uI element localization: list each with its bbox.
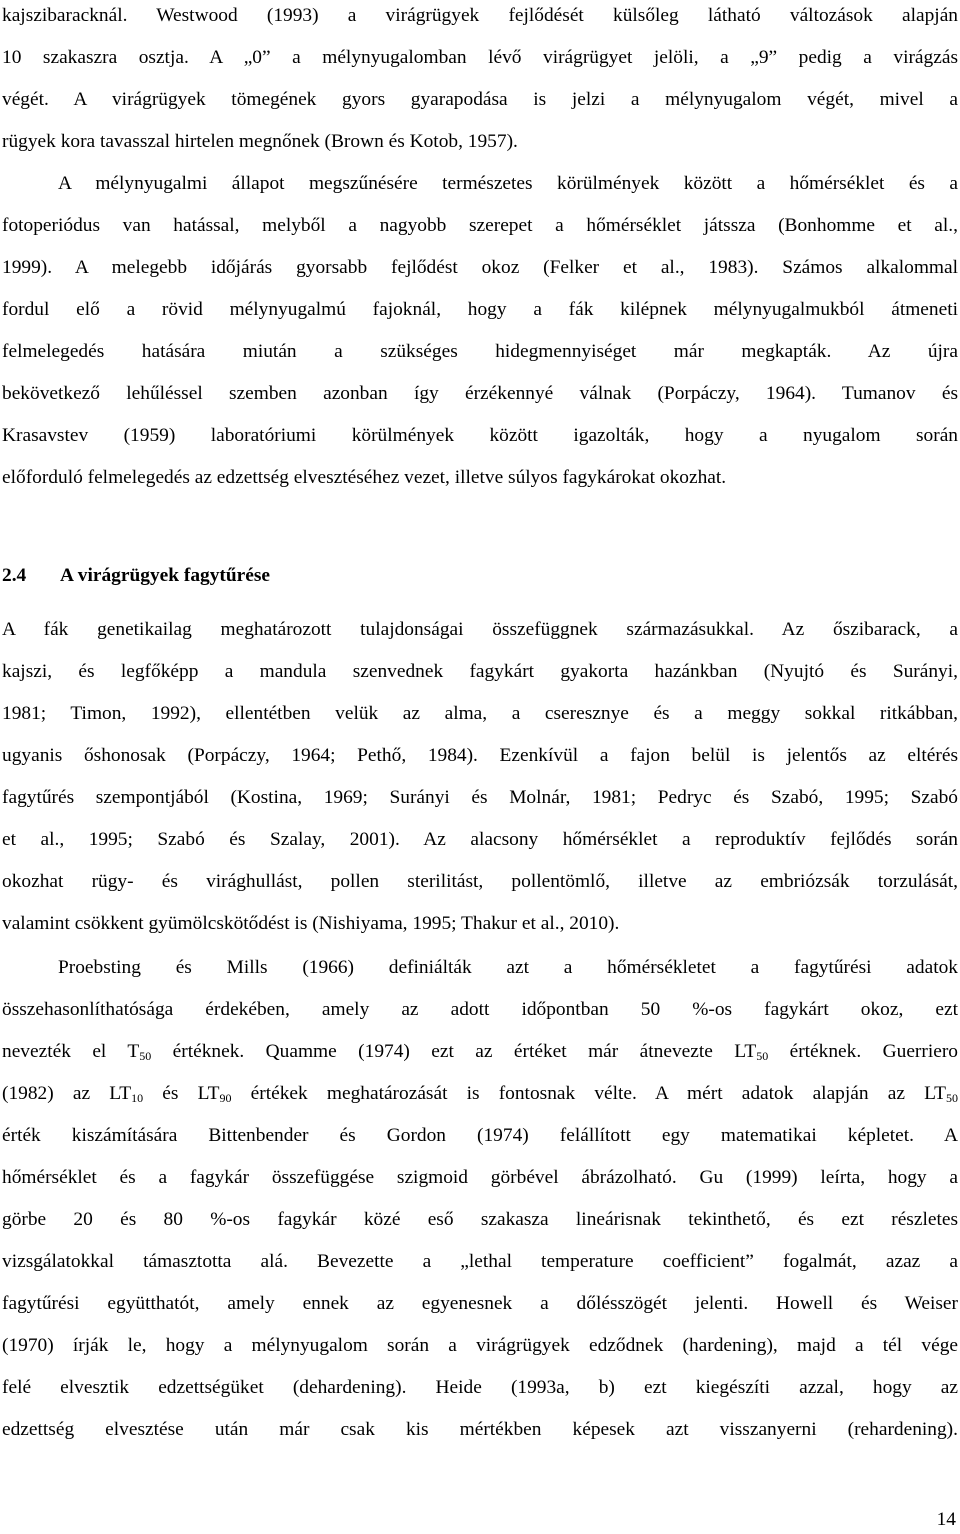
text-line: hőmérséklet és a fagykár összefüggése szigmoid görbével ábrázolható. Gu (1999) leírta, hogy a: [2, 1167, 958, 1188]
subscript: 50: [946, 1091, 958, 1105]
text-line: Krasavstev (1959) laboratóriumi körülmények között igazolták, hogy a nyugalom során: [2, 425, 958, 446]
subscript: 50: [139, 1049, 152, 1063]
text-line: 1981; Timon, 1992), ellentétben velük az alma, a cseresznye és a meggy sokkal ritkábban,: [2, 703, 958, 724]
text-line: kajszibaracknál. Westwood (1993) a virágrügyek fejlődését külsőleg látható változások alapján: [2, 5, 958, 26]
text-line: görbe 20 és 80 %-os fagykár közé eső szakasza lineárisnak tekinthető, és ezt részletes: [2, 1209, 958, 1230]
text-run: értékek meghatározását is fontosnak vélte. A mért adatok alapján az LT: [231, 1083, 946, 1104]
page-number: 14: [936, 1509, 956, 1530]
text-line-with-subscripts: [2, 1038, 958, 1066]
text-line: 10 szakaszra osztja. A „0” a mélynyugalomban lévő virágrügyet jelöli, a „9” pedig a virágzás: [2, 47, 958, 68]
text-line: valamint csökkent gyümölcskötődést is (Nishiyama, 1995; Thakur et al., 2010).: [2, 913, 620, 934]
text-line: edzettség elvesztése után már csak kis mértékben képesek azt visszanyerni (rehardening).: [2, 1419, 958, 1440]
text-line: felmelegedés hatására miután a szükséges hidegmennyiséget már megkapták. Az újra: [2, 341, 958, 362]
subscript: 90: [219, 1091, 232, 1105]
text-run: nevezték el T: [2, 1041, 140, 1062]
section-number: 2.4: [2, 565, 27, 586]
text-line: vizsgálatokkal támasztotta alá. Bevezette a „lethal temperature coefficient” fogalmát, azaz a: [2, 1251, 958, 1272]
text-line-with-subscripts: [2, 1080, 958, 1108]
text-line: bekövetkező lehűléssel szemben azonban így érzékennyé válnak (Porpáczy, 1964). Tumanov és: [2, 383, 958, 404]
text-line: előforduló felmelegedés az edzettség elvesztéséhez vezet, illetve súlyos fagykárokat okozhat.: [2, 467, 727, 488]
text-line: rügyek kora tavasszal hirtelen megnőnek (Brown és Kotob, 1957).: [2, 131, 518, 152]
text-line: A mélynyugalmi állapot megszűnésére természetes körülmények között a hőmérséklet és a: [58, 173, 958, 194]
text-line: ugyanis őshonosak (Porpáczy, 1964; Pethő, 1984). Ezenkívül a fajon belül is jelentős az eltérés: [2, 745, 958, 766]
text-line: okozhat rügy- és virághullást, pollen sterilitást, pollentömlő, illetve az embriózsák torzulását,: [2, 871, 958, 892]
text-line: fordul elő a rövid mélynyugalmú fajoknál, hogy a fák kilépnek mélynyugalmukból átmeneti: [2, 299, 958, 320]
text-line: fagytűrés szempontjából (Kostina, 1969; Surányi és Molnár, 1981; Pedryc és Szabó, 1995; Szabó: [2, 787, 958, 808]
text-run: és LT: [143, 1083, 220, 1104]
text-run: értéknek. Quamme (1974) ezt az értéket már átnevezte LT: [151, 1041, 757, 1062]
text-line: (1970) írják le, hogy a mélynyugalom során a virágrügyek edződnek (hardening), majd a tél vége: [2, 1335, 958, 1356]
section-heading: [2, 562, 270, 590]
text-line: et al., 1995; Szabó és Szalay, 2001). Az alacsony hőmérséklet a reproduktív fejlődés során: [2, 829, 958, 850]
text-line: érték kiszámítására Bittenbender és Gordon (1974) felállított egy matematikai képletet. A: [2, 1125, 958, 1146]
text-run: értéknek. Guerriero: [768, 1041, 958, 1062]
text-line: fotoperiódus van hatással, melyből a nagyobb szerepet a hőmérséklet játssza (Bonhomme et al.,: [2, 215, 958, 236]
text-line: összehasonlíthatósága érdekében, amely az adott időpontban 50 %-os fagykárt okoz, ezt: [2, 999, 958, 1020]
text-line: kajszi, és legfőképp a mandula szenvednek fagykárt gyakorta hazánkban (Nyujtó és Surányi,: [2, 661, 958, 682]
subscript: 10: [131, 1091, 144, 1105]
subscript: 50: [756, 1049, 769, 1063]
text-line: végét. A virágrügyek tömegének gyors gyarapodása is jelzi a mélynyugalom végét, mivel a: [2, 89, 958, 110]
section-title: A virágrügyek fagytűrése: [60, 565, 271, 586]
text-line: felé elvesztik edzettségüket (dehardening). Heide (1993a, b) ezt kiegészíti azzal, hogy az: [2, 1377, 958, 1398]
text-line: A fák genetikailag meghatározott tulajdonságai összefüggnek származásukkal. Az őszibarack, a: [2, 619, 958, 640]
text-run: (1982) az LT: [2, 1083, 132, 1104]
text-line: 1999). A melegebb időjárás gyorsabb fejlődést okoz (Felker et al., 1983). Számos alkalommal: [2, 257, 958, 278]
text-line: Proebsting és Mills (1966) definiálták azt a hőmérsékletet a fagytűrési adatok: [58, 957, 958, 978]
text-line: fagytűrési együtthatót, amely ennek az egyenesnek a dőlésszögét jelenti. Howell és Weiser: [2, 1293, 958, 1314]
